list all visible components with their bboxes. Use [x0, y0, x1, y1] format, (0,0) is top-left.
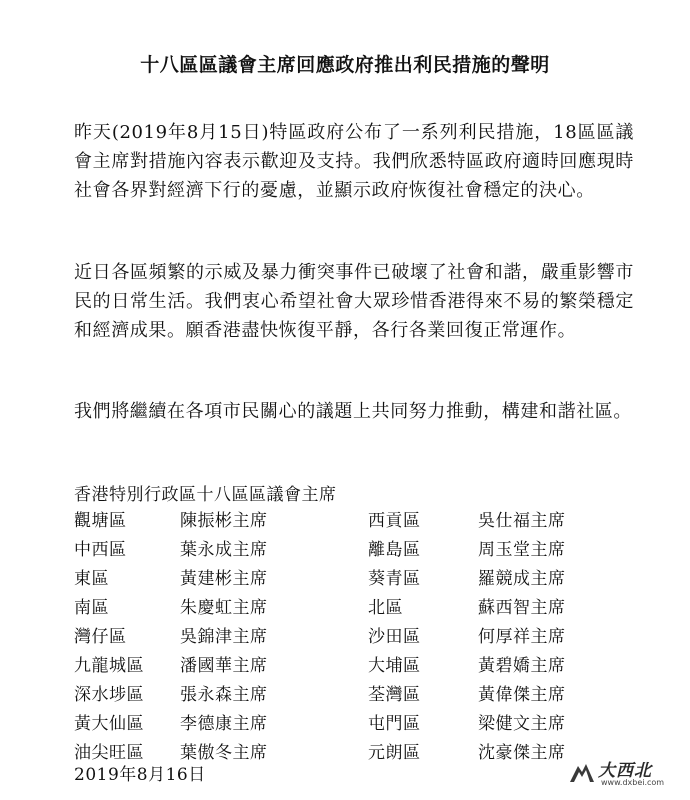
district-name: 屯門區 — [368, 714, 421, 734]
district-name: 油尖旺區 — [74, 743, 144, 763]
district-name: 東區 — [74, 569, 109, 589]
signatories-list — [74, 506, 634, 767]
chairman-name: 張永森主席 — [180, 685, 268, 705]
chairman-name: 黃碧嬌主席 — [478, 656, 566, 676]
chairman-name: 吳錦津主席 — [180, 627, 268, 647]
signatory-row — [74, 506, 634, 535]
chairman-name: 朱慶虹主席 — [180, 598, 268, 618]
district-name: 灣仔區 — [74, 627, 127, 647]
chairman-name: 吳仕福主席 — [478, 511, 566, 531]
chairman-name: 葉傲冬主席 — [180, 743, 268, 763]
chairman-name: 何厚祥主席 — [478, 627, 566, 647]
district-name: 黃大仙區 — [74, 714, 144, 734]
signatory-row — [74, 680, 634, 709]
chairman-name: 李德康主席 — [180, 714, 268, 734]
paragraph-1: 昨天(2019年8月15日)特區政府公布了一系列利民措施，18區區議會主席對措施內容表示歡迎及支持。我們欣悉特區政府適時回應現時社會各界對經濟下行的憂慮，並顯示政府恢復社會穩定的決心。 — [74, 122, 634, 201]
district-name: 大埔區 — [368, 656, 421, 676]
document-date: 2019年8月16日 — [74, 765, 206, 785]
district-name: 北區 — [368, 598, 403, 618]
district-name: 觀塘區 — [74, 511, 127, 531]
district-name: 中西區 — [74, 540, 127, 560]
watermark-url: www.dxbei.com — [601, 778, 665, 787]
chairman-name: 潘國華主席 — [180, 656, 268, 676]
district-name: 南區 — [74, 598, 109, 618]
paragraph-3: 我們將繼續在各項市民關心的議題上共同努力推動，構建和諧社區。 — [74, 401, 632, 422]
signatory-row — [74, 651, 634, 680]
signatory-row — [74, 709, 634, 738]
district-name: 沙田區 — [368, 627, 421, 647]
site-watermark — [568, 756, 678, 792]
district-name: 離島區 — [368, 540, 421, 560]
signatory-row — [74, 593, 634, 622]
document-title: 十八區區議會主席回應政府推出利民措施的聲明 — [140, 54, 550, 76]
chairman-name: 周玉堂主席 — [478, 540, 566, 560]
chairman-name: 黃建彬主席 — [180, 569, 268, 589]
chairman-name: 陳振彬主席 — [180, 511, 268, 531]
watermark-logo-icon — [568, 760, 596, 786]
chairman-name: 梁健文主席 — [478, 714, 566, 734]
chairman-name: 沈豪傑主席 — [478, 743, 566, 763]
paragraph-2: 近日各區頻繁的示威及暴力衝突事件已破壞了社會和諧，嚴重影響市民的日常生活。我們衷心希望社會大眾珍惜香港得來不易的繁榮穩定和經濟成果。願香港盡快恢復平靜，各行各業回復正常運作。 — [74, 262, 634, 341]
district-name: 九龍城區 — [74, 656, 144, 676]
signatory-row — [74, 535, 634, 564]
signatory-row — [74, 622, 634, 651]
watermark-name: 大西北 — [598, 761, 652, 781]
chairman-name: 蘇西智主席 — [478, 598, 566, 618]
chairman-name: 葉永成主席 — [180, 540, 268, 560]
district-name: 葵青區 — [368, 569, 421, 589]
signatories-heading: 香港特別行政區十八區區議會主席 — [74, 485, 337, 505]
chairman-name: 黃偉傑主席 — [478, 685, 566, 705]
chairman-name: 羅競成主席 — [478, 569, 566, 589]
district-name: 荃灣區 — [368, 685, 421, 705]
signatory-row — [74, 564, 634, 593]
district-name: 西貢區 — [368, 511, 421, 531]
district-name: 元朗區 — [368, 743, 421, 763]
district-name: 深水埗區 — [74, 685, 144, 705]
